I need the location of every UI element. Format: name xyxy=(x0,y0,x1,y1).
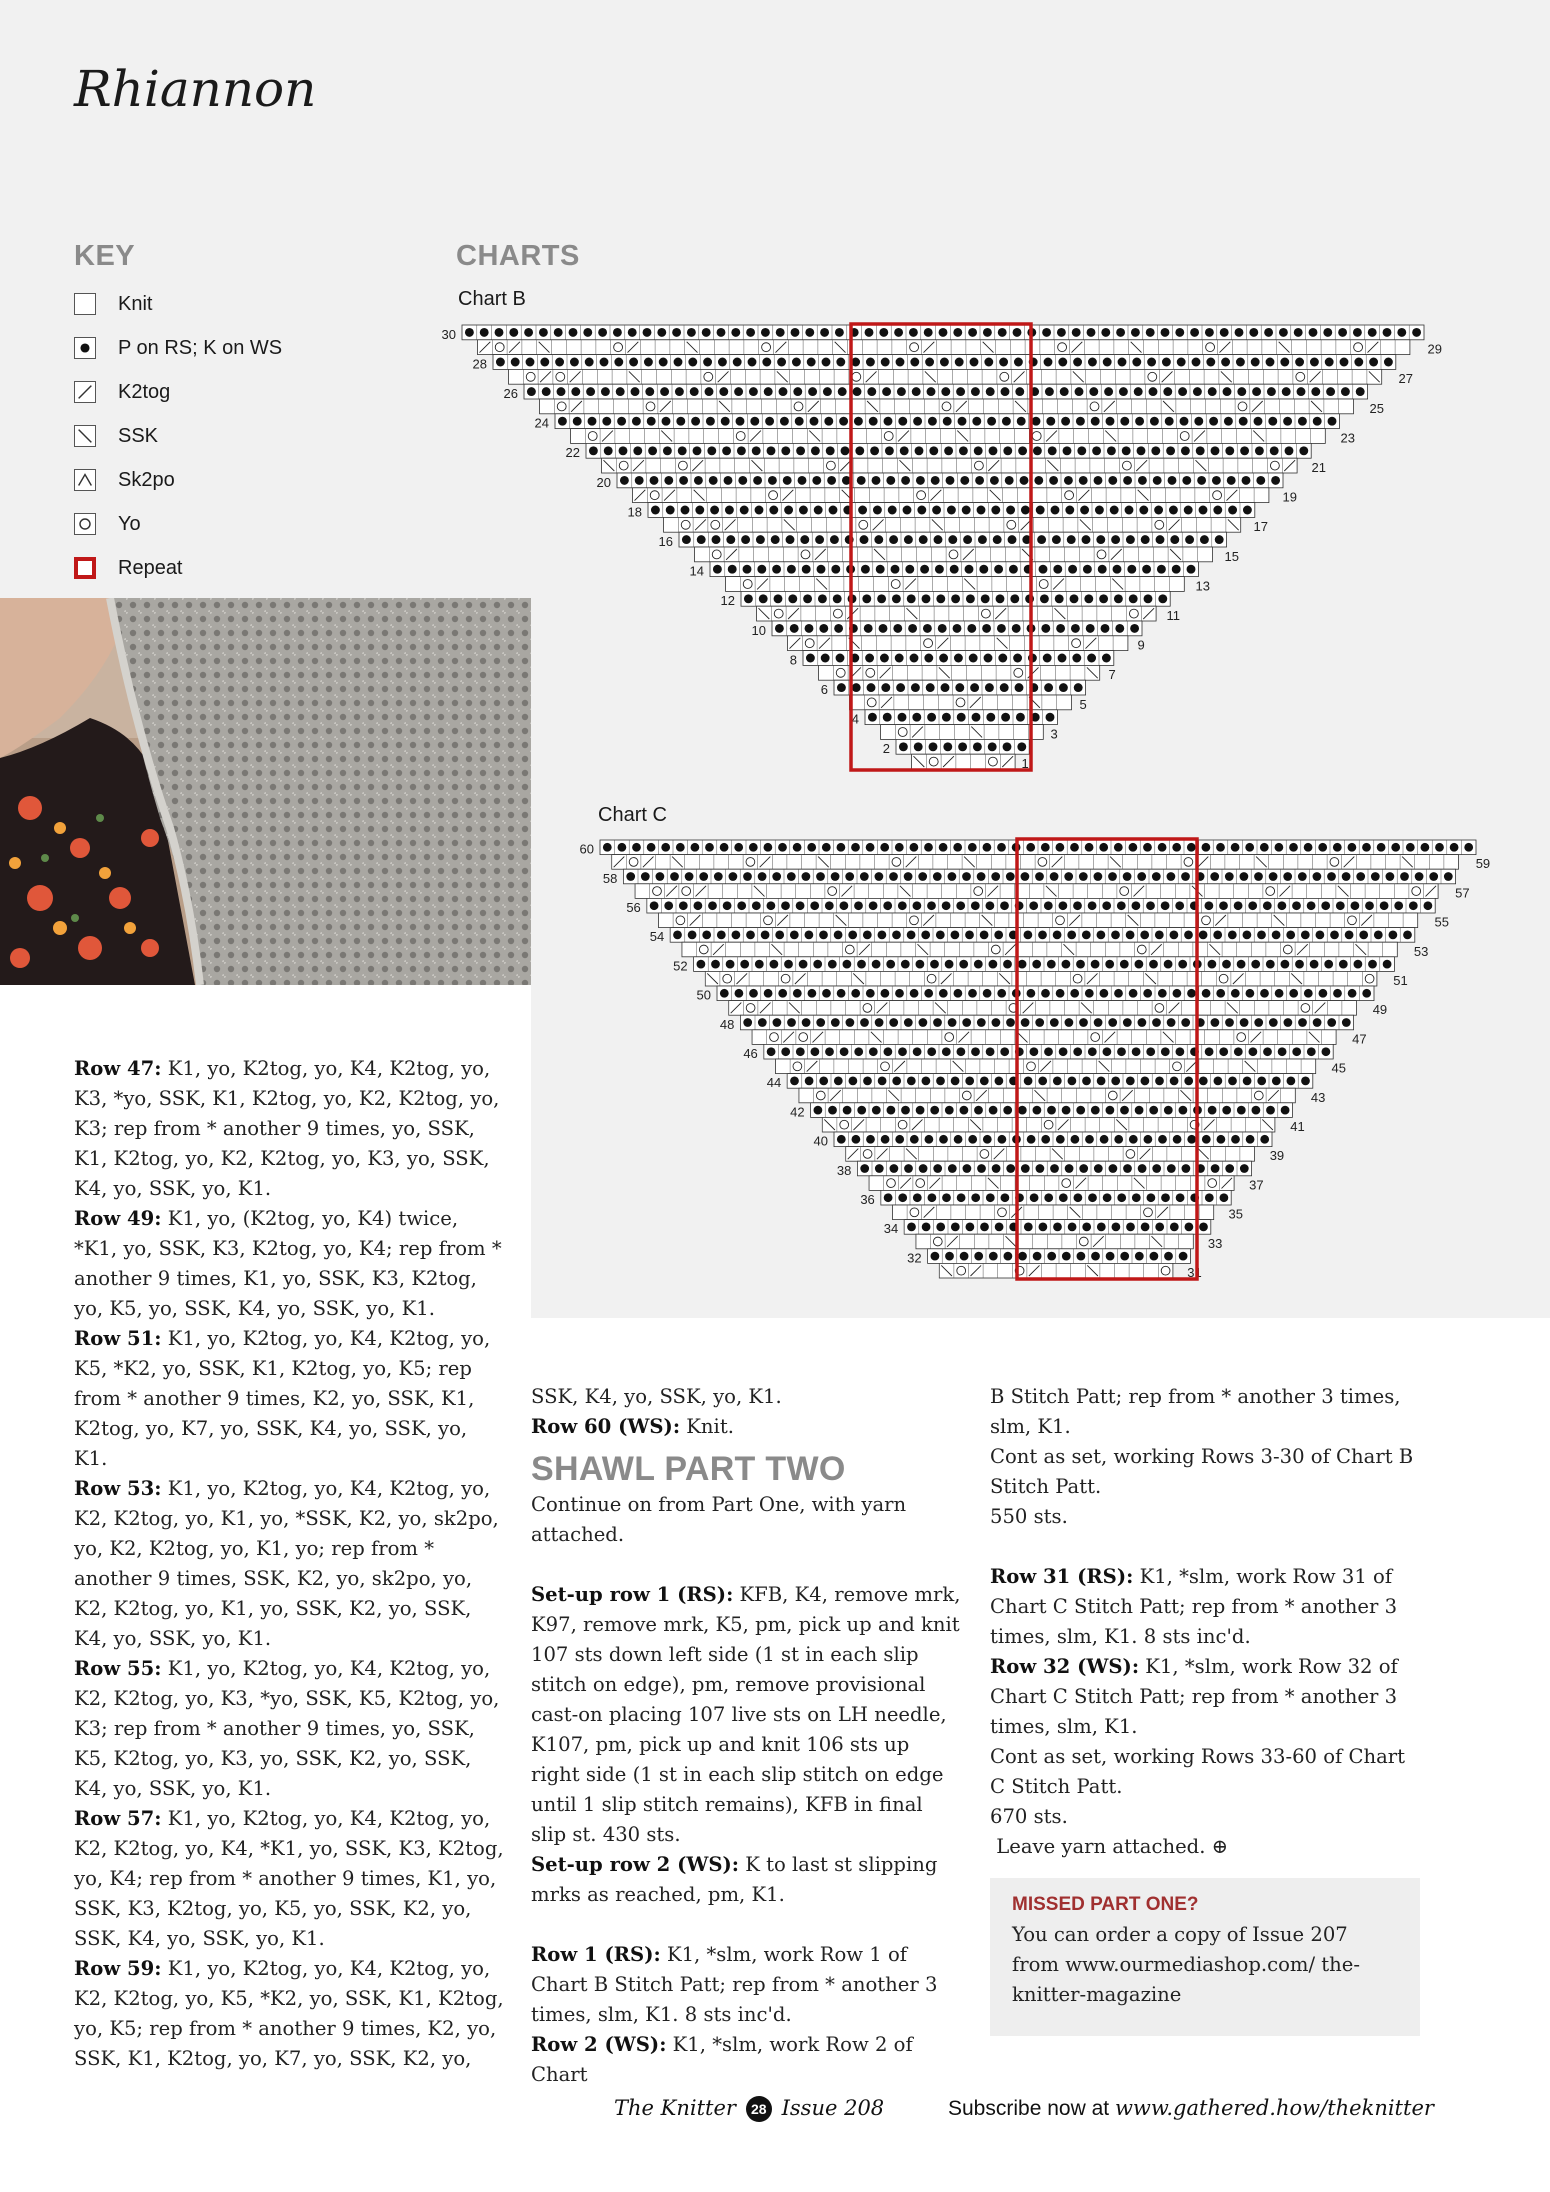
row-number-left: 60 xyxy=(579,841,594,857)
chart-row xyxy=(865,710,1057,725)
row-number-left: 40 xyxy=(813,1133,828,1149)
row-text: Cont as set, working Rows 33-60 of Chart C Stitch Patt. xyxy=(990,1745,1406,1798)
row-number-right: 9 xyxy=(1137,637,1145,653)
chart-row xyxy=(857,1161,1251,1176)
row-text: 550 sts. xyxy=(990,1505,1068,1528)
row-text: K1, *slm, work Row 31 of Chart C Stitch Patt; rep from * another 3 times, slm, K1. 8 sts inc'd. xyxy=(990,1565,1398,1648)
row-number-left: 2 xyxy=(882,741,890,757)
chart-row xyxy=(664,517,1241,532)
key-label: Repeat xyxy=(118,556,183,579)
row-number-left: 18 xyxy=(627,504,642,520)
row-label: Row 55: xyxy=(74,1657,162,1680)
row-text: K1, yo, K2tog, yo, K4, K2tog, yo, K2, K2tog, yo, K4, *K1, yo, SSK, K3, K2tog, yo, K4; rep from * another 9 times, K1, yo, SSK, K3, K2tog, yo, K5, yo, SSK, K2, yo, SSK, K4, yo, SSK, yo, K1. xyxy=(74,1807,504,1950)
footer-magazine xyxy=(614,2096,884,2122)
chart-row xyxy=(705,971,1377,986)
paragraph xyxy=(531,1382,961,1412)
page-title: Rhiannon xyxy=(74,60,317,118)
chart-row xyxy=(881,1190,1231,1205)
row-number-right: 31 xyxy=(1187,1265,1202,1280)
chart-row xyxy=(462,325,1424,340)
missed-title: MISSED PART ONE? xyxy=(1012,1894,1199,1915)
row-number-left: 26 xyxy=(503,386,518,401)
paragraph xyxy=(531,1412,961,1442)
row-number-right: 35 xyxy=(1228,1206,1243,1222)
row-number-left: 28 xyxy=(472,356,487,372)
row-number-left: 46 xyxy=(743,1046,758,1061)
row-label: Row 1 (RS): xyxy=(531,1943,661,1966)
paragraph xyxy=(990,1832,1420,1862)
row-number-right: 25 xyxy=(1369,400,1384,416)
row-number-right: 27 xyxy=(1398,371,1413,387)
row-number-right: 17 xyxy=(1253,519,1268,535)
key-label: P on RS; K on WS xyxy=(118,336,283,359)
row-number-right: 59 xyxy=(1475,856,1491,872)
chart-row xyxy=(478,340,1410,355)
chart-row xyxy=(757,606,1157,621)
chart-row xyxy=(509,369,1382,384)
row-number-left: 24 xyxy=(534,415,549,431)
row-instruction xyxy=(74,1474,504,1654)
row-text: B Stitch Patt; rep from * another 3 times, slm, K1. xyxy=(990,1385,1401,1438)
chart-row xyxy=(695,547,1213,562)
row-label: Row 60 (WS): xyxy=(531,1415,681,1438)
paragraph xyxy=(990,1502,1420,1532)
row-number-right: 21 xyxy=(1311,460,1326,475)
paragraph xyxy=(531,1580,961,1850)
row-text: K1, yo, K2tog, yo, K4, K2tog, yo, K3, *yo, SSK, K1, K2tog, yo, K2, K2tog, yo, K3; rep from * another 9 times, yo, SSK, K1, K2tog, yo, K2, K2tog, yo, K3, yo, SSK, K4, yo, SSK, yo, K1. xyxy=(74,1057,500,1200)
chart-b-label: Chart B xyxy=(458,288,526,310)
row-text: Leave yarn attached. ⊕ xyxy=(996,1835,1229,1858)
row-number-right: 11 xyxy=(1166,608,1180,623)
chart-row xyxy=(493,355,1396,370)
row-number-left: 6 xyxy=(820,682,828,697)
row-number-right: 39 xyxy=(1269,1148,1285,1164)
chart-row xyxy=(623,869,1455,884)
row-number-right: 51 xyxy=(1393,973,1408,988)
paragraph xyxy=(531,1850,961,1910)
row-instruction xyxy=(74,1204,504,1324)
row-label: Row 59: xyxy=(74,1957,162,1980)
chart-row xyxy=(659,913,1418,928)
row-number-right: 53 xyxy=(1413,943,1429,959)
key-label: Yo xyxy=(118,512,141,535)
row-number-left: 34 xyxy=(883,1221,899,1237)
row-label: Set-up row 2 (WS): xyxy=(531,1853,740,1876)
row-text: Knit. xyxy=(680,1415,734,1438)
row-instruction xyxy=(74,1804,504,1954)
chart-row xyxy=(524,384,1368,399)
key-label: K2tog xyxy=(118,380,171,403)
chart-row xyxy=(776,1059,1316,1074)
row-number-right: 23 xyxy=(1340,430,1355,446)
row-label: Row 49: xyxy=(74,1207,162,1230)
charts-heading: CHARTS xyxy=(456,240,580,272)
chart-row xyxy=(850,695,1072,710)
row-number-left: 52 xyxy=(673,958,688,974)
row-label: Row 57: xyxy=(74,1807,162,1830)
row-number-left: 38 xyxy=(836,1162,852,1178)
paragraph xyxy=(990,1742,1420,1802)
chart-row xyxy=(896,739,1029,754)
row-number-right: 43 xyxy=(1310,1089,1326,1105)
chart-row xyxy=(635,884,1438,899)
chart-row xyxy=(555,414,1339,429)
key-label: Knit xyxy=(118,292,153,315)
chart-row xyxy=(617,473,1283,488)
paragraph xyxy=(531,2030,961,2090)
paragraph xyxy=(990,1382,1420,1442)
chart-row xyxy=(787,1074,1313,1089)
chart-row xyxy=(694,957,1395,972)
row-text: K to last st slipping mrks as reached, pm, K1. xyxy=(531,1853,938,1906)
row-text: SSK, K4, yo, SSK, yo, K1. xyxy=(531,1385,782,1408)
row-number-left: 50 xyxy=(696,987,711,1003)
row-text: K1, *slm, work Row 2 of Chart xyxy=(531,2033,913,2086)
chart-row xyxy=(741,591,1170,606)
section-heading: SHAWL PART TWO xyxy=(531,1450,846,1488)
row-number-right: 55 xyxy=(1434,914,1449,930)
chart-row xyxy=(729,1001,1357,1016)
paragraph xyxy=(531,1940,961,2030)
footer-subscribe xyxy=(948,2096,1434,2121)
row-number-right: 57 xyxy=(1455,885,1470,901)
chart-row xyxy=(893,1205,1214,1220)
row-text: K1, yo, K2tog, yo, K4, K2tog, yo, K2, K2tog, yo, K5, *K2, yo, SSK, K1, K2tog, yo, K5; rep from * another 9 times, K2, yo, SSK, K1, K2tog, yo, K7, yo, SSK, K2, yo, xyxy=(74,1957,504,2070)
chart-row xyxy=(819,665,1100,680)
paragraph xyxy=(990,1652,1420,1742)
chart-row xyxy=(788,636,1128,651)
row-number-right: 15 xyxy=(1224,548,1239,564)
row-number-right: 41 xyxy=(1290,1119,1305,1134)
row-instruction xyxy=(74,1654,504,1804)
chart-row xyxy=(571,429,1326,444)
row-number-right: 33 xyxy=(1207,1235,1223,1251)
row-text: 670 sts. xyxy=(990,1805,1068,1828)
chart-row xyxy=(881,725,1044,740)
chart-row xyxy=(717,986,1374,1001)
row-number-left: 22 xyxy=(565,445,580,461)
row-number-right: 13 xyxy=(1195,578,1210,594)
chart-row xyxy=(752,1030,1336,1045)
row-number-left: 4 xyxy=(851,711,859,727)
chart-row xyxy=(670,928,1415,943)
chart-row xyxy=(822,1117,1275,1132)
row-number-right: 5 xyxy=(1079,696,1087,712)
row-number-left: 54 xyxy=(649,929,665,945)
chart-row xyxy=(648,503,1255,518)
chart-c-grid xyxy=(580,840,1491,1280)
row-text: Cont as set, working Rows 3-30 of Chart B Stitch Patt. xyxy=(990,1445,1414,1498)
row-instruction xyxy=(74,1054,504,1204)
row-number-left: 30 xyxy=(441,326,456,342)
row-number-right: 45 xyxy=(1331,1060,1346,1076)
row-number-left: 16 xyxy=(658,534,673,549)
chart-row xyxy=(834,1132,1272,1147)
chart-row xyxy=(772,621,1142,636)
row-text: KFB, K4, remove mrk, K97, remove mrk, K5, pm, pick up and knit 107 sts down left side (1 st in each slip stitch on edge), pm, remove provisional cast-on placing 107 live sts on LH needle, K107, pm, pick up and knit 106 sts up right side (1 st in each slip stitch on edge until 1 slip stitch remains), KFB in final slip st. 430 sts. xyxy=(531,1583,961,1846)
row-number-right: 47 xyxy=(1352,1031,1367,1047)
chart-row xyxy=(928,1249,1191,1264)
paragraph xyxy=(990,1442,1420,1502)
row-number-left: 42 xyxy=(790,1104,805,1120)
instructions-column-3 xyxy=(990,1382,1420,1862)
row-number-right: 3 xyxy=(1050,726,1058,742)
row-number-left: 12 xyxy=(720,593,735,609)
row-number-left: 36 xyxy=(860,1192,875,1207)
chart-row xyxy=(612,855,1459,870)
chart-row xyxy=(904,1220,1211,1235)
chart-row xyxy=(726,577,1185,592)
chart-row xyxy=(764,1044,1333,1059)
row-number-right: 29 xyxy=(1427,341,1442,357)
chart-row xyxy=(846,1147,1255,1162)
chart-row xyxy=(916,1234,1193,1249)
chart-row xyxy=(939,1263,1173,1278)
row-number-right: 37 xyxy=(1249,1177,1264,1193)
row-number-left: 48 xyxy=(719,1016,735,1032)
chart-row xyxy=(740,1015,1353,1030)
subscribe-text: Subscribe now at xyxy=(948,2097,1115,2120)
chart-row xyxy=(799,1088,1295,1103)
magazine-name: The Knitter xyxy=(614,2096,736,2120)
chart-b-grid xyxy=(442,325,1442,771)
row-number-right: 49 xyxy=(1372,1002,1388,1018)
issue-label: Issue 208 xyxy=(781,2096,885,2120)
row-number-left: 14 xyxy=(689,563,704,579)
chart-row xyxy=(834,680,1086,695)
row-label: Row 32 (WS): xyxy=(990,1655,1140,1678)
key-label: SSK xyxy=(118,424,159,447)
row-text: Continue on from Part One, with yarn attached. xyxy=(531,1493,907,1546)
chart-row xyxy=(586,443,1311,458)
row-instruction xyxy=(74,1324,504,1474)
chart-row xyxy=(811,1103,1293,1118)
row-number-left: 58 xyxy=(602,870,618,886)
chart-row xyxy=(869,1176,1234,1191)
chart-row xyxy=(679,532,1227,547)
row-label: Row 53: xyxy=(74,1477,162,1500)
page-number: 28 xyxy=(746,2096,772,2122)
row-label: Row 47: xyxy=(74,1057,162,1080)
key-label: Sk2po xyxy=(118,468,175,491)
chart-c-label: Chart C xyxy=(598,804,667,826)
instructions-column-2 xyxy=(531,1382,961,2090)
row-number-left: 8 xyxy=(789,652,797,668)
chart-row xyxy=(710,562,1198,577)
row-label: Set-up row 1 (RS): xyxy=(531,1583,734,1606)
row-label: Row 2 (WS): xyxy=(531,2033,667,2056)
row-text: K1, yo, K2tog, yo, K4, K2tog, yo, K5, *K2, yo, SSK, K1, K2tog, yo, K5; rep from * another 9 times, K2, yo, SSK, K1, K2tog, yo, K7, yo, SSK, K4, yo, SSK, yo, K1. xyxy=(74,1327,491,1470)
subscribe-link[interactable]: www.gathered.how/theknitter xyxy=(1114,2096,1434,2120)
chart-row xyxy=(633,488,1269,503)
row-label: Row 51: xyxy=(74,1327,162,1350)
chart-row xyxy=(647,898,1435,913)
row-number-left: 32 xyxy=(907,1250,922,1266)
chart-row xyxy=(540,399,1354,414)
row-number-left: 20 xyxy=(596,474,611,490)
chart-row xyxy=(912,754,1016,769)
row-label: Row 31 (RS): xyxy=(990,1565,1134,1588)
row-text: K1, *slm, work Row 1 of Chart B Stitch Patt; rep from * another 3 times, slm, K1. 8 sts inc'd. xyxy=(531,1943,938,2026)
instructions-column-1 xyxy=(74,1054,504,2074)
row-number-left: 56 xyxy=(626,900,641,915)
chart-row xyxy=(682,942,1397,957)
key-heading: KEY xyxy=(74,240,136,272)
row-number-right: 7 xyxy=(1108,667,1116,683)
row-number-right: 19 xyxy=(1282,489,1297,505)
chart-row xyxy=(602,458,1298,473)
missed-text: You can order a copy of Issue 207 from www.ourmediashop.com/ the-knitter-magazine xyxy=(1012,1923,1361,2006)
row-text: K1, *slm, work Row 32 of Chart C Stitch Patt; rep from * another 3 times, slm, K1. xyxy=(990,1655,1398,1738)
paragraph xyxy=(990,1802,1420,1832)
row-text: K1, yo, K2tog, yo, K4, K2tog, yo, K2, K2tog, yo, K3, *yo, SSK, K5, K2tog, yo, K3; rep from * another 9 times, yo, SSK, K5, K2tog, yo, K3, yo, SSK, K2, yo, SSK, K4, yo, SSK, yo, K1. xyxy=(74,1657,500,1800)
row-text: K1, yo, K2tog, yo, K4, K2tog, yo, K2, K2tog, yo, K1, yo, *SSK, K2, yo, sk2po, yo, K2, K2tog, yo, K1, yo; rep from * another 9 times, SSK, K2, yo, sk2po, yo, K2, K2tog, yo, K1, yo, SSK, K2, yo, SSK, K4, yo, SSK, yo, K1. xyxy=(74,1477,499,1650)
row-instruction xyxy=(74,1954,504,2074)
row-text: K1, yo, (K2tog, yo, K4) twice, *K1, yo, SSK, K3, K2tog, yo, K4; rep from * another 9 times, K1, yo, SSK, K3, K2tog, yo, K5, yo, SSK, K4, yo, SSK, yo, K1. xyxy=(74,1207,502,1320)
row-number-right: 1 xyxy=(1021,756,1029,771)
missed-part-one-box xyxy=(990,1878,1420,2036)
row-number-left: 10 xyxy=(751,622,766,638)
paragraph xyxy=(531,1490,961,1550)
chart-row xyxy=(600,840,1476,855)
row-number-left: 44 xyxy=(766,1075,782,1091)
paragraph xyxy=(990,1562,1420,1652)
